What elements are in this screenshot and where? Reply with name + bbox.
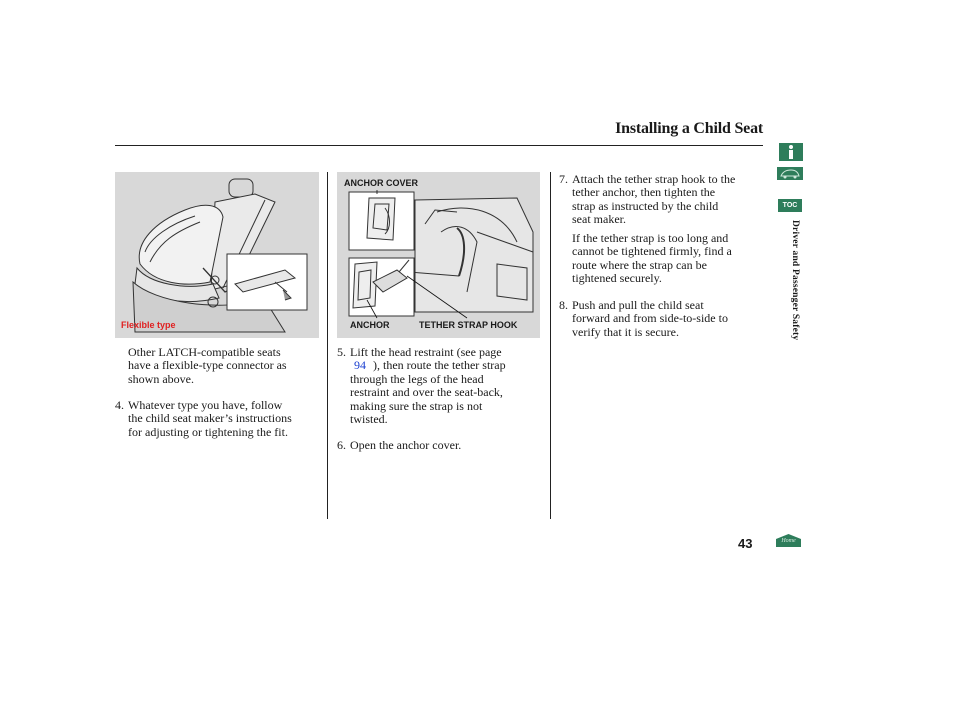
text-line: tether anchor, then tighten the <box>572 185 716 200</box>
text-line: have a flexible-type connector as <box>128 358 287 373</box>
figure-label-tether-strap-hook: TETHER STRAP HOOK <box>419 320 518 330</box>
text-line <box>350 359 506 372</box>
step-4-text <box>128 399 292 439</box>
step-number-4: 4. <box>115 398 124 412</box>
page-number: 43 <box>738 536 753 551</box>
text-line: Whatever type you have, follow <box>128 398 283 412</box>
figure-flexible-connector <box>115 172 319 338</box>
header-rule <box>115 145 763 146</box>
text-line: Push and pull the child seat <box>572 298 704 312</box>
figure-label-anchor: ANCHOR <box>350 320 390 330</box>
child-seat-illustration <box>115 172 319 338</box>
text-line: forward and from side-to-side to <box>572 311 728 326</box>
step-6-text: Open the anchor cover. <box>350 438 462 452</box>
home-button[interactable] <box>775 533 802 548</box>
column-divider-2 <box>550 172 551 519</box>
text-line: Lift the head restraint (see page <box>350 345 502 359</box>
text-line: for adjusting or tightening the fit. <box>128 424 288 439</box>
text-line: shown above. <box>128 371 194 386</box>
step-7-text <box>572 173 735 227</box>
tether-length-note <box>572 232 732 286</box>
step-5-text <box>350 346 506 426</box>
text-line: restraint and over the seat-back, <box>350 385 503 400</box>
info-icon[interactable] <box>779 143 803 161</box>
text-line: Attach the tether strap hook to the <box>572 172 736 186</box>
text-line: seat maker. <box>572 212 626 227</box>
toc-button[interactable]: TOC <box>778 199 802 212</box>
text-line: twisted. <box>350 412 388 427</box>
step-number-6: 6. <box>337 438 346 452</box>
text-line: the child seat maker’s instructions <box>128 411 292 426</box>
text-line: tightened securely. <box>572 271 662 286</box>
text-line: cannot be tightened firmly, find a <box>572 244 732 259</box>
figure-label-flexible-type: Flexible type <box>121 320 176 330</box>
figure-tether-anchor <box>337 172 540 338</box>
home-label: Home <box>781 538 796 544</box>
text-line: making sure the strap is not <box>350 398 483 413</box>
page-link-94[interactable]: 94 <box>354 358 366 373</box>
section-title-vertical: Driver and Passenger Safety <box>790 220 800 341</box>
text-line: route where the strap can be <box>572 257 707 272</box>
text-line: through the legs of the head <box>350 371 484 386</box>
car-index-icon[interactable] <box>777 167 803 180</box>
column-divider-1 <box>327 172 328 519</box>
latch-flexible-paragraph <box>128 346 287 386</box>
step-8-text <box>572 299 728 339</box>
text-fragment: ), then route the tether strap <box>373 358 506 373</box>
text-line: strap as instructed by the child <box>572 198 719 213</box>
text-line: If the tether strap is too long and <box>572 231 729 245</box>
page-title: Installing a Child Seat <box>615 120 763 137</box>
tether-anchor-illustration <box>337 172 540 338</box>
text-line: verify that it is secure. <box>572 324 679 339</box>
step-number-5: 5. <box>337 345 346 359</box>
text-line: Other LATCH-compatible seats <box>128 345 281 359</box>
step-number-8: 8. <box>559 298 568 312</box>
figure-label-anchor-cover: ANCHOR COVER <box>344 178 419 188</box>
step-number-7: 7. <box>559 172 568 186</box>
